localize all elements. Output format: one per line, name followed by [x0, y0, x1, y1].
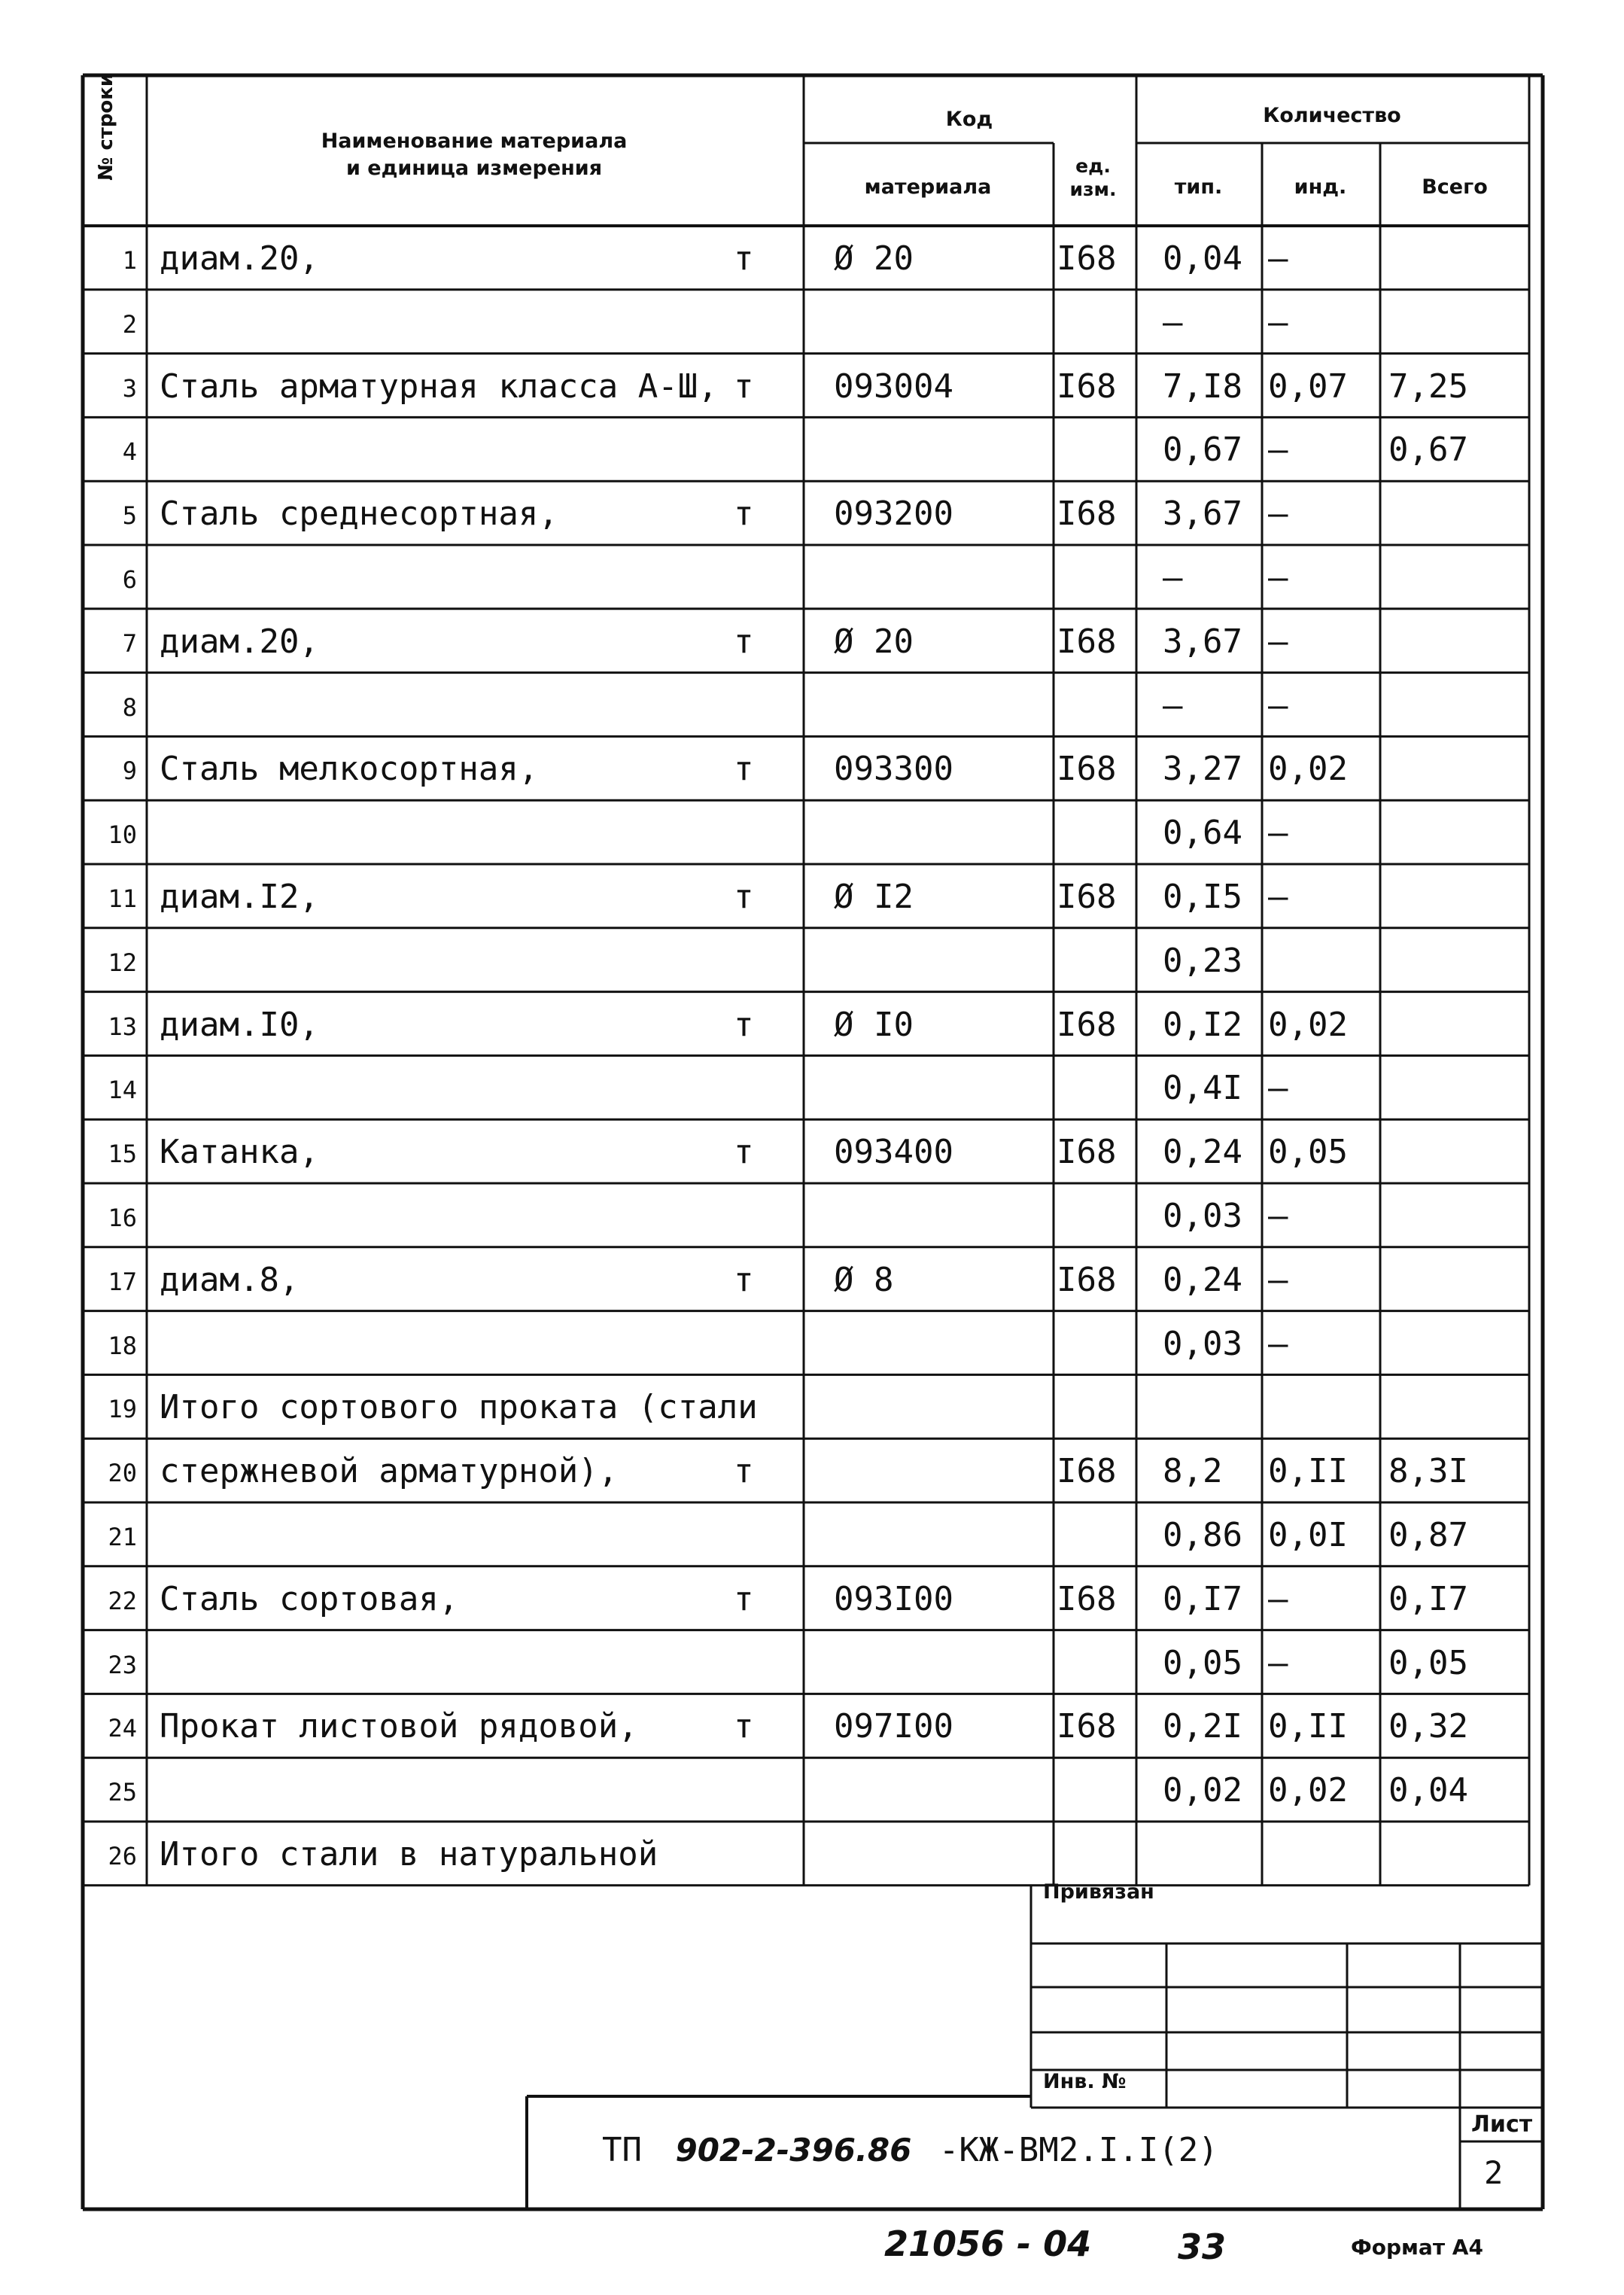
row-unit-code: I68	[1057, 495, 1117, 534]
row-unit: т	[734, 495, 754, 534]
row-qty-typ: 0,03	[1163, 1324, 1242, 1363]
handwritten-code: 21056 - 04	[884, 2223, 1092, 2264]
row-unit: т	[734, 1133, 754, 1172]
row-qty-ind: 0,II	[1268, 1452, 1348, 1491]
row-unit-code: I68	[1057, 622, 1117, 661]
row-number: 25	[108, 1778, 137, 1807]
row-number: 9	[122, 756, 137, 786]
row-number: 11	[108, 884, 137, 913]
header-qty-typ: тип.	[1174, 175, 1223, 199]
row-number: 3	[122, 373, 137, 403]
designation-prefix: ТП	[602, 2131, 642, 2169]
row-unit-code: I68	[1057, 1579, 1117, 1618]
row-name: диам.8,	[160, 1260, 300, 1299]
row-number: 22	[108, 1586, 137, 1615]
row-material-code: 093200	[834, 495, 953, 534]
row-unit-code: I68	[1057, 367, 1117, 406]
row-material-code: Ø 20	[834, 622, 914, 661]
header-quantity: Количество	[1263, 104, 1401, 127]
row-qty-ind: –	[1268, 1324, 1288, 1363]
row-qty-ind: –	[1268, 878, 1288, 916]
row-unit: т	[734, 878, 754, 916]
row-qty-ind: –	[1268, 431, 1288, 470]
row-qty-total: 0,04	[1388, 1771, 1468, 1810]
designation-number: 902-2-396.86	[675, 2132, 912, 2169]
row-qty-typ: 0,23	[1163, 941, 1242, 980]
row-qty-typ: 0,24	[1163, 1260, 1242, 1299]
row-number: 1	[122, 246, 137, 275]
row-qty-ind: –	[1268, 814, 1288, 853]
row-unit: т	[734, 1579, 754, 1618]
row-number: 12	[108, 948, 137, 977]
row-number: 18	[108, 1331, 137, 1360]
row-qty-ind: –	[1268, 622, 1288, 661]
row-unit-code: I68	[1057, 750, 1117, 789]
row-unit-code: I68	[1057, 239, 1117, 278]
row-qty-total: 7,25	[1388, 367, 1468, 406]
row-qty-ind: 0,05	[1268, 1133, 1348, 1172]
stamp-inv-no: Инв. №	[1043, 2070, 1127, 2093]
row-name: Прокат листовой рядовой,	[160, 1707, 638, 1746]
row-unit: т	[734, 1260, 754, 1299]
row-qty-ind: 0,02	[1268, 750, 1348, 789]
row-unit-code: I68	[1057, 1005, 1117, 1044]
row-name: Сталь арматурная класса А-Ш,	[160, 367, 718, 406]
row-unit: т	[734, 1452, 754, 1491]
row-number: 24	[108, 1714, 137, 1743]
row-name: Итого сортового проката (стали	[160, 1388, 758, 1427]
sheet-label: Лист	[1471, 2111, 1533, 2138]
row-name: Итого стали в натуральной	[160, 1835, 658, 1873]
row-number: 21	[108, 1523, 137, 1551]
row-qty-total: 0,67	[1388, 431, 1468, 470]
row-qty-typ: 8,2	[1163, 1452, 1223, 1491]
row-material-code: 093004	[834, 367, 953, 406]
row-unit-code: I68	[1057, 1133, 1117, 1172]
row-qty-typ: 0,67	[1163, 431, 1242, 470]
row-material-code: 093300	[834, 750, 953, 789]
stamp-designation	[602, 2131, 1218, 2169]
row-number: 2	[122, 309, 137, 339]
row-material-code: 093I00	[834, 1579, 953, 1618]
row-unit-code: I68	[1057, 1452, 1117, 1491]
row-qty-typ: 0,I2	[1163, 1005, 1242, 1044]
row-qty-ind: 0,0I	[1268, 1516, 1348, 1554]
header-material-name: Наименование материала и единица измерения	[321, 129, 628, 181]
format-label: Формат А4	[1351, 2235, 1483, 2260]
row-unit: т	[734, 239, 754, 278]
row-material-code: 093400	[834, 1133, 953, 1172]
header-code-material: материала	[864, 175, 992, 199]
row-qty-ind: 0,II	[1268, 1707, 1348, 1746]
row-name: стержневой арматурной),	[160, 1452, 619, 1491]
row-unit: т	[734, 1707, 754, 1746]
row-qty-ind: –	[1268, 1069, 1288, 1108]
row-qty-ind: –	[1268, 1260, 1288, 1299]
row-qty-typ: 0,05	[1163, 1643, 1242, 1682]
row-qty-ind: –	[1268, 686, 1288, 725]
row-qty-typ: 0,04	[1163, 239, 1242, 278]
row-material-code: Ø 8	[834, 1260, 894, 1299]
row-number: 5	[122, 501, 137, 531]
row-qty-ind: 0,02	[1268, 1771, 1348, 1810]
row-material-code: Ø I2	[834, 878, 914, 916]
row-qty-typ: 0,2I	[1163, 1707, 1242, 1746]
row-qty-total: 0,05	[1388, 1643, 1468, 1682]
row-unit-code: I68	[1057, 878, 1117, 916]
row-qty-typ: –	[1163, 303, 1183, 342]
row-qty-ind: –	[1268, 1197, 1288, 1235]
row-number: 17	[108, 1267, 137, 1296]
row-qty-typ: –	[1163, 686, 1183, 725]
row-qty-typ: 0,02	[1163, 1771, 1242, 1810]
row-number: 7	[122, 629, 137, 658]
row-material-code: Ø 20	[834, 239, 914, 278]
row-qty-typ: 3,67	[1163, 495, 1242, 534]
row-qty-typ: 0,I5	[1163, 878, 1242, 916]
row-number: 6	[122, 565, 137, 594]
row-unit-code: I68	[1057, 1707, 1117, 1746]
row-qty-total: 0,I7	[1388, 1579, 1468, 1618]
row-number: 16	[108, 1204, 137, 1232]
row-qty-ind: –	[1268, 1643, 1288, 1682]
row-number: 4	[122, 437, 137, 467]
stamp-privyazan: Привязан	[1043, 1880, 1154, 1904]
header-qty-ind: инд.	[1294, 175, 1347, 199]
header-code: Код	[945, 108, 993, 131]
row-number: 10	[108, 820, 137, 850]
sheet-number: 2	[1484, 2154, 1504, 2191]
row-qty-typ: 0,64	[1163, 814, 1242, 853]
header-row-number: № строки	[95, 72, 117, 181]
row-qty-typ: 7,I8	[1163, 367, 1242, 406]
row-qty-total: 8,3I	[1388, 1452, 1468, 1491]
row-qty-typ: 0,I7	[1163, 1579, 1242, 1618]
row-unit: т	[734, 367, 754, 406]
row-name: диам.20,	[160, 622, 319, 661]
row-qty-ind: –	[1268, 559, 1288, 597]
row-unit: т	[734, 1005, 754, 1044]
designation-suffix: -КЖ-ВМ2.I.I(2)	[938, 2131, 1218, 2169]
row-qty-total: 0,32	[1388, 1707, 1468, 1746]
row-number: 26	[108, 1842, 137, 1870]
row-number: 8	[122, 692, 137, 722]
row-qty-typ: –	[1163, 559, 1183, 597]
row-name: диам.20,	[160, 239, 319, 278]
row-name: диам.I2,	[160, 878, 319, 916]
row-qty-ind: –	[1268, 1579, 1288, 1618]
row-number: 19	[108, 1395, 137, 1424]
row-material-code: Ø I0	[834, 1005, 914, 1044]
row-qty-typ: 0,86	[1163, 1516, 1242, 1554]
row-qty-ind: 0,07	[1268, 367, 1348, 406]
row-qty-ind: –	[1268, 303, 1288, 342]
row-unit: т	[734, 750, 754, 789]
header-code-unit: ед. изм.	[1069, 155, 1117, 201]
header-qty-total: Всего	[1422, 175, 1488, 199]
row-unit: т	[734, 622, 754, 661]
row-number: 15	[108, 1140, 137, 1169]
row-qty-total: 0,87	[1388, 1516, 1468, 1554]
handwritten-page: 33	[1178, 2227, 1227, 2267]
row-name: Катанка,	[160, 1133, 319, 1172]
row-qty-typ: 3,67	[1163, 622, 1242, 661]
row-name: Сталь сортовая,	[160, 1579, 459, 1618]
row-name: Сталь мелкосортная,	[160, 750, 539, 789]
row-qty-typ: 0,24	[1163, 1133, 1242, 1172]
row-material-code: 097I00	[834, 1707, 953, 1746]
row-qty-ind: –	[1268, 239, 1288, 278]
row-qty-ind: –	[1268, 495, 1288, 534]
row-qty-ind: 0,02	[1268, 1005, 1348, 1044]
row-qty-typ: 0,03	[1163, 1197, 1242, 1235]
row-name: Сталь среднесортная,	[160, 495, 558, 534]
row-name: диам.I0,	[160, 1005, 319, 1044]
row-number: 13	[108, 1012, 137, 1041]
row-number: 14	[108, 1076, 137, 1105]
row-qty-typ: 3,27	[1163, 750, 1242, 789]
row-qty-typ: 0,4I	[1163, 1069, 1242, 1108]
row-unit-code: I68	[1057, 1260, 1117, 1299]
row-number: 23	[108, 1650, 137, 1679]
row-number: 20	[108, 1459, 137, 1488]
